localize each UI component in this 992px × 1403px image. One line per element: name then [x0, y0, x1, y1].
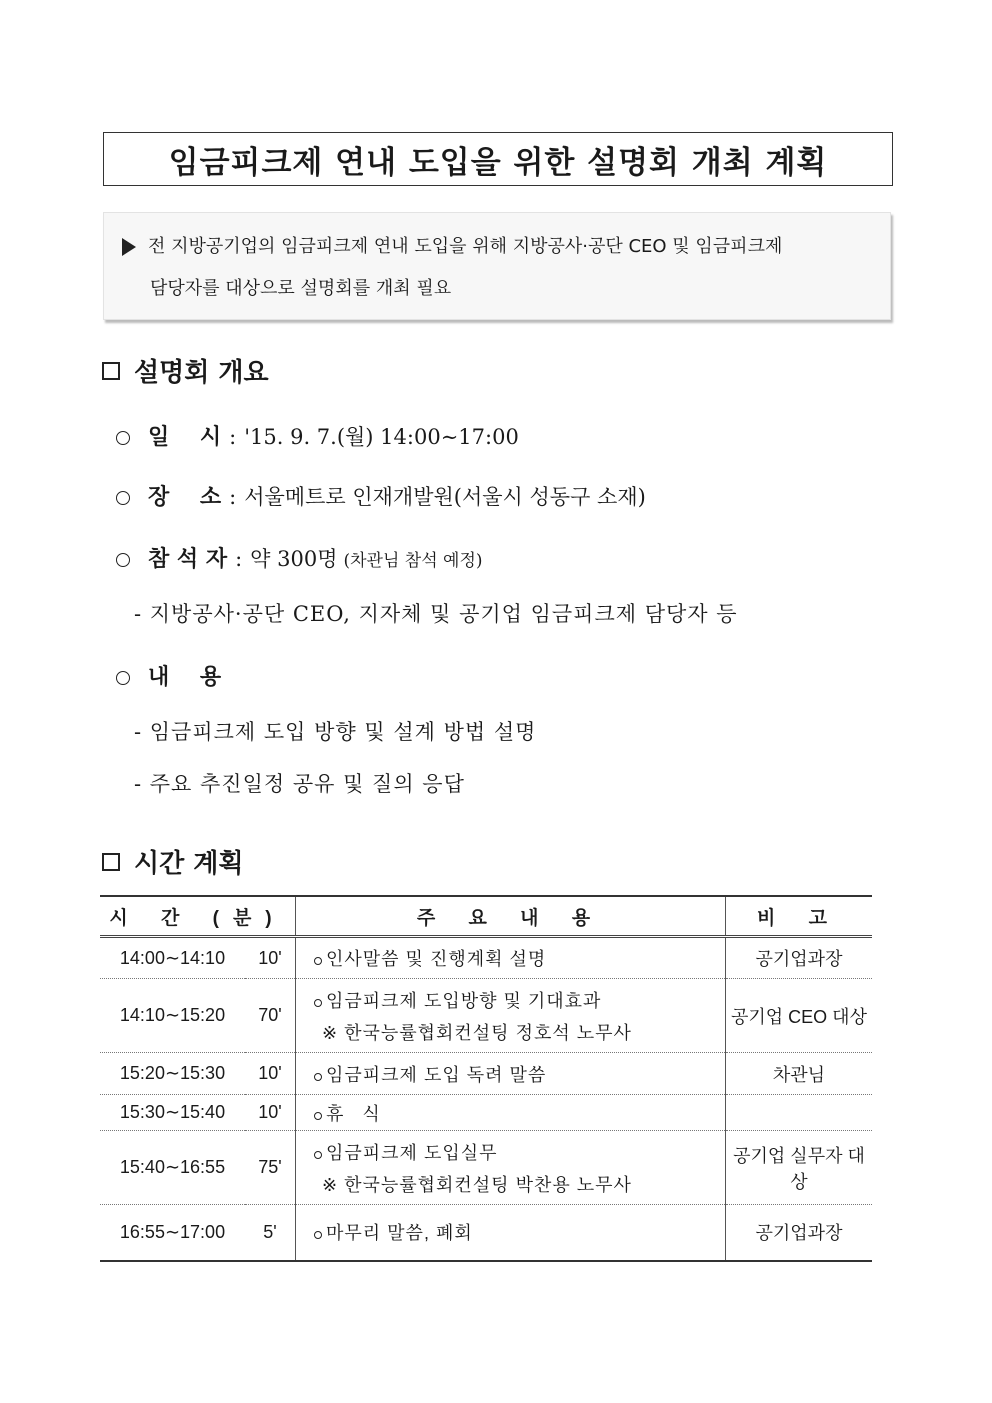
schedule-table [100, 895, 872, 1262]
section-heading-schedule: 시간 계획 [102, 843, 244, 880]
attendees-label: 참 석 자 [148, 547, 228, 572]
circle-bullet-icon [314, 1151, 322, 1159]
circle-bullet-icon [116, 553, 130, 567]
attendees-detail: - 지방공사·공단 CEO, 지자체 및 공기업 임금피크제 담당자 등 [134, 602, 738, 626]
square-bullet-icon [102, 853, 120, 871]
section-heading-overview: 설명회 개요 [102, 352, 269, 389]
circle-bullet-icon [116, 491, 130, 505]
speaker-note: ※ 한국능률협회컨설팅 정호석 노무사 [322, 1022, 632, 1043]
date-line: 일 시 : '15. 9. 7.(월) 14:00∼17:00 [116, 420, 519, 451]
column-header-content: 주 요 내 용 [296, 896, 726, 937]
summary-box [103, 212, 891, 320]
content-label: 내 용 [148, 665, 222, 690]
attendees-value: 약 300명 [250, 547, 338, 571]
column-header-note: 비 고 [726, 896, 873, 937]
table-row: 15:20∼15:30 10' 임금피크제 도입 독려 말씀 차관님 [100, 1053, 872, 1095]
table-row: 15:30∼15:40 10' 휴 식 [100, 1095, 872, 1131]
circle-bullet-icon [116, 431, 130, 445]
attendees-line: 참 석 자 : 약 300명 (차관님 참석 예정) [116, 542, 483, 573]
column-header-time: 시 간 (분) [100, 896, 296, 937]
place-value: 서울메트로 인재개발원(서울시 성동구 소재) [244, 485, 646, 509]
table-row: 14:10∼15:20 70' 임금피크제 도입방향 및 기대효과 ※ 한국능률협회컨설팅 정호석 노무사 공기업 CEO 대상 [100, 979, 872, 1053]
table-row: 15:40∼16:55 75' 임금피크제 도입실무 ※ 한국능률협회컨설팅 박찬용 노무사 공기업 실무자 대상 [100, 1131, 872, 1205]
circle-bullet-icon [314, 1231, 322, 1239]
attendees-note: (차관님 참석 예정) [343, 551, 483, 571]
circle-bullet-icon [314, 1073, 322, 1081]
circle-bullet-icon [116, 671, 130, 685]
place-line: 장 소 : 서울메트로 인재개발원(서울시 성동구 소재) [116, 480, 646, 511]
circle-bullet-icon [314, 957, 322, 965]
content-item-2: - 주요 추진일정 공유 및 질의 응답 [134, 772, 465, 796]
content-item-1: - 임금피크제 도입 방향 및 설계 방법 설명 [134, 720, 537, 744]
circle-bullet-icon [314, 999, 322, 1007]
table-row: 16:55∼17:00 5' 마무리 말씀, 폐회 공기업과장 [100, 1205, 872, 1261]
table-row: 14:00∼14:10 10' 인사말씀 및 진행계획 설명 공기업과장 [100, 937, 872, 979]
content-line [116, 660, 221, 691]
date-value: '15. 9. 7.(월) 14:00∼17:00 [244, 425, 519, 449]
place-label: 장 소 [148, 485, 222, 510]
speaker-note: ※ 한국능률협회컨설팅 박찬용 노무사 [322, 1174, 632, 1195]
play-arrow-icon [122, 238, 136, 256]
date-label: 일 시 [148, 425, 222, 450]
summary-line-1: 전 지방공기업의 임금피크제 연내 도입을 위해 지방공사·공단 CEO 및 임금피크제 [148, 236, 783, 257]
page-title: 임금피크제 연내 도입을 위한 설명회 개최 계획 [103, 132, 893, 186]
summary-line-2: 담당자를 대상으로 설명회를 개최 필요 [150, 278, 452, 299]
circle-bullet-icon [314, 1112, 322, 1120]
square-bullet-icon [102, 362, 120, 380]
